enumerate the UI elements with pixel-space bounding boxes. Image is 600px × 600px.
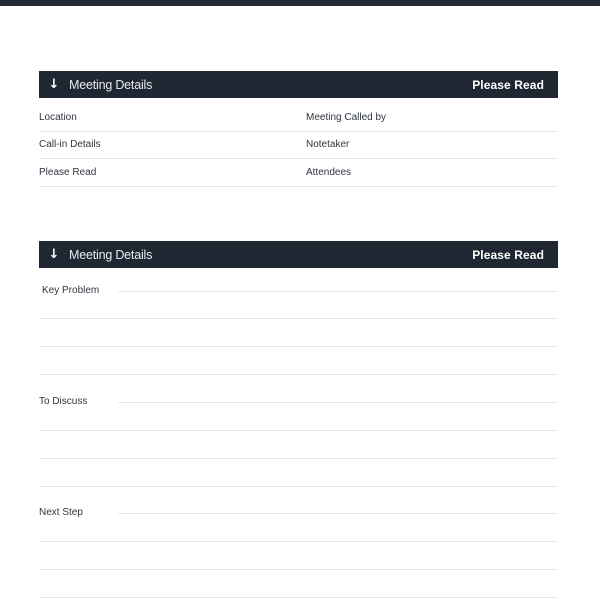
note-line[interactable]	[39, 318, 558, 319]
details-notetaker-label: Notetaker	[306, 139, 350, 150]
section-header-meeting-details	[39, 71, 558, 98]
next-step-label: Next Step	[39, 507, 83, 518]
note-line[interactable]	[39, 486, 558, 487]
arrow-down-icon: ↓	[48, 77, 60, 92]
details-attendees-label: Attendees	[306, 167, 352, 178]
note-line[interactable]	[39, 458, 558, 459]
details-row	[39, 159, 558, 187]
top-bar	[0, 0, 600, 6]
section-right-label: Please Read	[472, 247, 544, 262]
arrow-down-icon: ↓	[48, 247, 60, 262]
note-line[interactable]	[118, 291, 558, 292]
section-title: Meeting Details	[69, 247, 153, 262]
details-call-in-label: Call-in Details	[39, 139, 101, 150]
section-header-meeting-details-2	[39, 241, 558, 268]
section-title: Meeting Details	[69, 77, 153, 92]
details-row	[39, 104, 558, 132]
details-row	[39, 131, 558, 159]
note-line[interactable]	[118, 402, 558, 403]
details-meeting-called-by-label: Meeting Called by	[306, 112, 387, 123]
note-line[interactable]	[39, 346, 558, 347]
note-line[interactable]	[39, 569, 558, 570]
to-discuss-label: To Discuss	[39, 396, 88, 407]
note-line[interactable]	[39, 541, 558, 542]
note-line[interactable]	[118, 513, 558, 514]
details-please-read-label: Please Read	[39, 167, 97, 178]
details-location-label: Location	[39, 112, 77, 123]
key-problem-label: Key Problem	[42, 285, 100, 296]
note-line[interactable]	[39, 374, 558, 375]
section-right-label: Please Read	[472, 77, 544, 92]
note-line[interactable]	[39, 597, 558, 598]
note-line[interactable]	[39, 430, 558, 431]
